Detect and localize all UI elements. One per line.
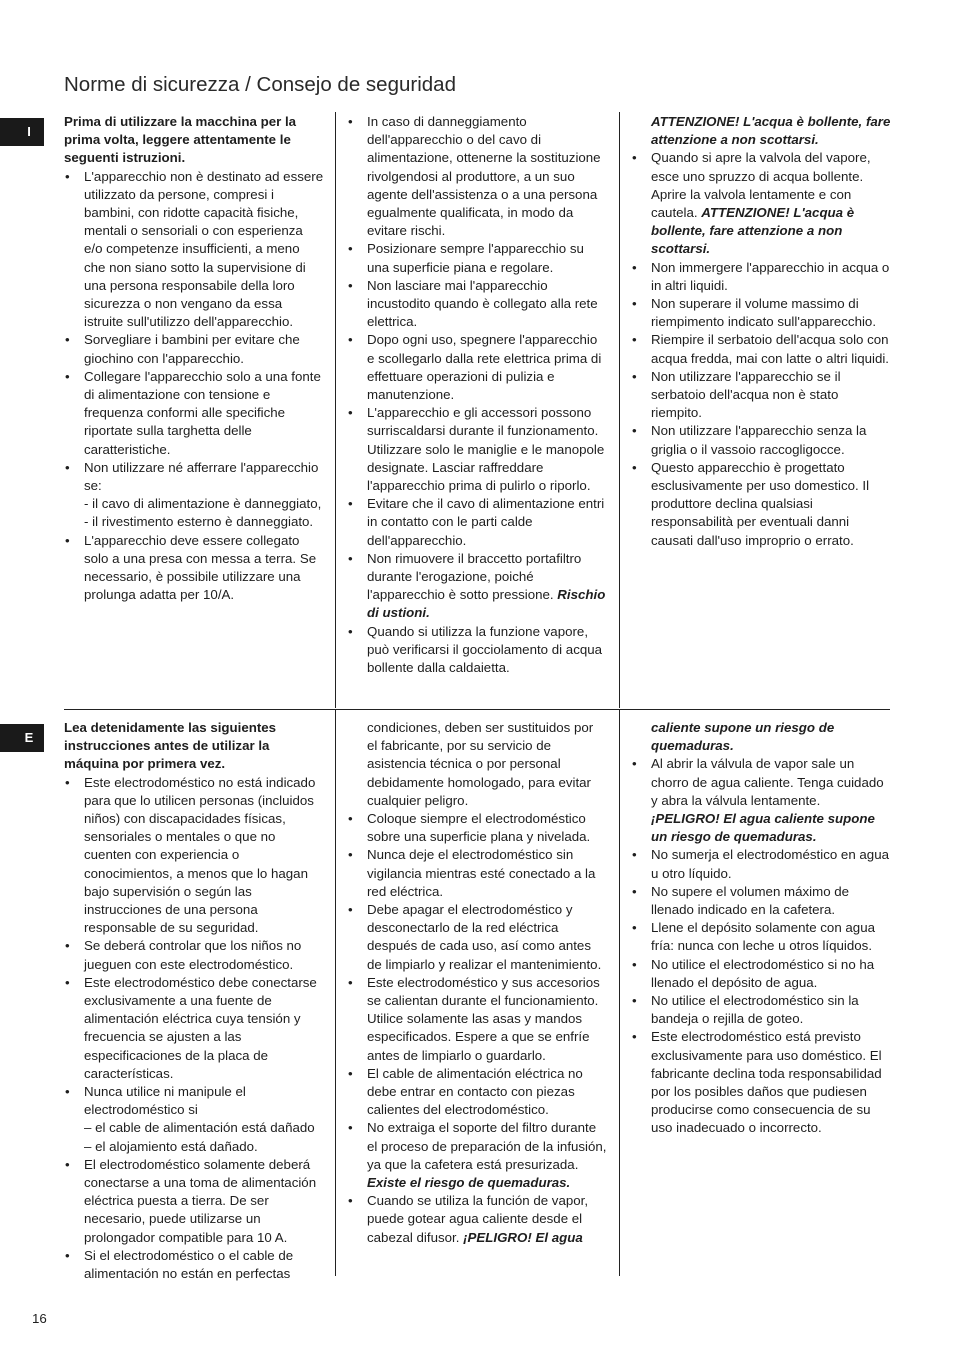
- column-divider: [335, 112, 336, 708]
- list-item: • Nunca deje el electrodoméstico sin vigilancia mientras esté conectado a la red eléctrica.: [347, 846, 607, 901]
- language-tab-italian: I: [0, 118, 44, 146]
- list-item: • Se deberá controlar que los niños no jueguen con este electrodoméstico.: [64, 937, 324, 973]
- danger-warning: ¡PELIGRO! El agua: [463, 1229, 583, 1245]
- list-item: • In caso di danneggiamento dell'apparecchio o del cavo di alimentazione, ottenerne la sostituzione rivolgendosi al produttore, a un suo agente dell'assistenza o a una persona egualmente qualificata, in modo da evitare rischi.: [347, 113, 607, 240]
- list-item: • Quando si utilizza la funzione vapore, può verificarsi il gocciolamento di acqua bollente dalla caldaietta.: [347, 623, 607, 678]
- list-item: • No extraiga el soporte del filtro durante el proceso de preparación de la infusión, ya que la cafetera está presurizada. Existe el riesgo de quemaduras.: [347, 1119, 607, 1192]
- es-intro: Lea detenidamente las siguientes instrucciones antes de utilizar la máquina por primera vez.: [64, 720, 277, 772]
- it-column-1: [64, 113, 324, 604]
- list-item: • El electrodoméstico solamente deberá conectarse a una toma de alimentación eléctrica puesta a tierra. De ser necesario, puede utilizarse un prolongador compatible para 10 A.: [64, 1156, 324, 1247]
- list-item-continuation: [631, 113, 891, 149]
- list-item: • Non immergere l'apparecchio in acqua o in altri liquidi.: [631, 259, 891, 295]
- list-item: • Questo apparecchio è progettato esclusivamente per uso domestico. Il produttore declina qualsiasi responsabilità per eventuali danni causati dall'uso improprio o errato.: [631, 459, 891, 550]
- list-item: • No utilice el electrodoméstico si no ha llenado el depósito de agua.: [631, 956, 891, 992]
- column-divider: [619, 710, 620, 1276]
- page-title: Norme di sicurezza / Consejo de seguridad: [64, 73, 456, 96]
- list-item-continuation: [631, 719, 891, 755]
- list-item: • Este electrodoméstico está previsto exclusivamente para uso doméstico. El fabricante declina toda responsabilidad por los posibles daños que pudiesen producirse como consecuencia de su uso inadecuado o incorrecto.: [631, 1028, 891, 1137]
- list-item: • Non superare il volume massimo di riempimento indicato sull'apparecchio.: [631, 295, 891, 331]
- list-item: • Nunca utilice ni manipule el electrodoméstico si – el cable de alimentación está dañado – el alojamiento está dañado.: [64, 1083, 324, 1156]
- burn-warning: Rischio di ustioni.: [367, 587, 606, 621]
- list-item: • Sorvegliare i bambini per evitare che giochino con l'apparecchio.: [64, 331, 324, 367]
- list-item: • Cuando se utiliza la función de vapor, puede gotear agua caliente desde el cabezal difusor. ¡PELIGRO! El agua: [347, 1192, 607, 1247]
- list-item: • Riempire il serbatoio dell'acqua solo con acqua fredda, mai con latte o altri liquidi.: [631, 331, 891, 367]
- sub-item: – el alojamiento está dañado.: [84, 1138, 258, 1154]
- list-item: • Non utilizzare l'apparecchio se il serbatoio dell'acqua non è stato riempito.: [631, 368, 891, 423]
- hot-water-warning: ATTENZIONE! L'acqua è bollente, fare attenzione a non scottarsi.: [651, 205, 855, 257]
- list-item: • Coloque siempre el electrodoméstico sobre una superficie plana y nivelada.: [347, 810, 607, 846]
- sub-item: - il cavo di alimentazione è danneggiato,: [84, 496, 322, 512]
- list-item: • L'apparecchio deve essere collegato solo a una presa con messa a terra. Se necessario, è possibile utilizzare una prolunga adatta per 10/A.: [64, 532, 324, 605]
- it-column-2: [347, 113, 607, 677]
- list-item: • Collegare l'apparecchio solo a una fonte di alimentazione con tensione e frequenza conformi alle specifiche riportate sulla targhetta delle caratteristiche.: [64, 368, 324, 459]
- page-number: 16: [32, 1311, 47, 1326]
- list-item: • Dopo ogni uso, spegnere l'apparecchio e scollegarlo dalla rete elettrica prima di effettuare operazioni di pulizia e manutenzione.: [347, 331, 607, 404]
- section-divider: [64, 709, 890, 710]
- list-item: • Este electrodoméstico y sus accesorios se calientan durante el funcionamiento. Utilice solamente las asas y mandos especificados. Espere a que se enfríe antes de limpiarlo o guardarlo.: [347, 974, 607, 1065]
- list-item: • Llene el depósito solamente con agua fría: nunca con leche u otros líquidos.: [631, 919, 891, 955]
- list-item: • L'apparecchio e gli accessori possono surriscaldarsi durante il funzionamento. Utilizzare solo le maniglie e le manopole designate. Lasciar raffreddare l'apparecchio prima di pulirlo o riporlo.: [347, 404, 607, 495]
- list-item: • Quando si apre la valvola del vapore, esce uno spruzzo di acqua bollente. Aprire la valvola lentamente e con cautela. ATTENZIONE! L'acqua è bollente, fare attenzione a non scottarsi.: [631, 149, 891, 258]
- list-item: • Non utilizzare l'apparecchio senza la griglia o il vassoio raccogligocce.: [631, 422, 891, 458]
- it-intro: Prima di utilizzare la macchina per la prima volta, leggere attentamente le seguenti istruzioni.: [64, 114, 297, 166]
- hot-water-warning: ATTENZIONE! L'acqua è bollente, fare attenzione a non scottarsi.: [651, 114, 891, 148]
- column-divider: [335, 710, 336, 1276]
- es-column-1: [64, 719, 324, 1283]
- danger-warning: caliente supone un riesgo de quemaduras.: [651, 720, 835, 754]
- list-item: • El cable de alimentación eléctrica no debe entrar en contacto con piezas calientes del electrodoméstico.: [347, 1065, 607, 1120]
- list-item: • No sumerja el electrodoméstico en agua u otro líquido.: [631, 846, 891, 882]
- list-item: • Non rimuovere il braccetto portafiltro durante l'erogazione, poiché l'apparecchio è sotto pressione. Rischio di ustioni.: [347, 550, 607, 623]
- list-item: • Al abrir la válvula de vapor sale un chorro de agua caliente. Tenga cuidado y abra la válvula lentamente. ¡PELIGRO! El agua caliente supone un riesgo de quemaduras.: [631, 755, 891, 846]
- list-item: • No utilice el electrodoméstico sin la bandeja o rejilla de goteo.: [631, 992, 891, 1028]
- language-tab-spanish: E: [0, 724, 44, 752]
- list-item: • Debe apagar el electrodoméstico y desconectarlo de la red eléctrica después de cada uso, así como antes de limpiarlo y realizar el mantenimiento.: [347, 901, 607, 974]
- list-item: • Posizionare sempre l'apparecchio su una superficie piana e regolare.: [347, 240, 607, 276]
- list-item: • Non lasciare mai l'apparecchio incustodito quando è collegato alla rete elettrica.: [347, 277, 607, 332]
- list-item-continuation: condiciones, deben ser sustituidos por el fabricante, por su servicio de asistencia técnica o por personal debidamente homologado, para evitar cualquier peligro.: [367, 720, 594, 808]
- list-item: • Este electrodoméstico debe conectarse exclusivamente a una fuente de alimentación eléctrica cuya tensión y frecuencia se ajusten a las especificaciones de la placa de características.: [64, 974, 324, 1083]
- sub-item: - il rivestimento esterno è danneggiato.: [84, 514, 314, 530]
- list-item: • Si el electrodoméstico o el cable de alimentación no están en perfectas: [64, 1247, 324, 1283]
- list-item: • Este electrodoméstico no está indicado para que lo utilicen personas (incluidos niños) con discapacidades físicas, sensoriales o mentales o que no cuenten con experiencia o conocimientos, a menos que lo hagan bajo supervisión o según las instrucciones de una persona responsable de su seguridad.: [64, 774, 324, 938]
- danger-warning: ¡PELIGRO! El agua caliente supone un riesgo de quemaduras.: [651, 811, 875, 845]
- es-column-3: [631, 719, 891, 1138]
- column-divider: [619, 112, 620, 708]
- sub-item: – el cable de alimentación está dañado: [84, 1120, 315, 1136]
- burn-warning: Existe el riesgo de quemaduras.: [367, 1175, 571, 1191]
- list-item: • L'apparecchio non è destinato ad essere utilizzato da persone, compresi i bambini, con ridotte capacità fisiche, mentali o sensoriali o con esperienza e/o competenze insufficienti, a meno che non siano sotto la supervisione di una persona responsabile della loro sicurezza o non vengano da essa istruite sull'utilizzo dell'apparecchio.: [64, 168, 324, 332]
- list-item: • No supere el volumen máximo de llenado indicado en la cafetera.: [631, 883, 891, 919]
- es-column-2: [347, 719, 607, 1247]
- it-column-3: [631, 113, 891, 550]
- list-item: • Evitare che il cavo di alimentazione entri in contatto con le parti calde dell'apparecchio.: [347, 495, 607, 550]
- list-item: • Non utilizzare né afferrare l'apparecchio se: - il cavo di alimentazione è danneggiato, - il rivestimento esterno è danneggiato.: [64, 459, 324, 532]
